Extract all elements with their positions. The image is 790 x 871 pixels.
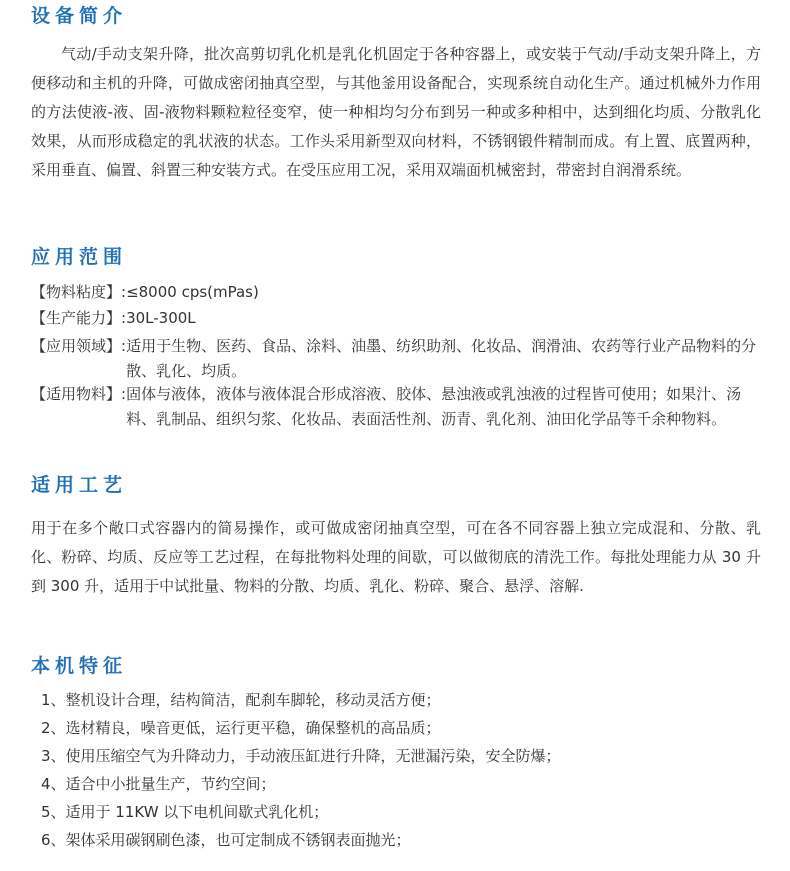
intro-paragraph: 气动/手动支架升降，批次高剪切乳化机是乳化机固定于各种容器上，或安装于气动/手动支架升降上，方便移动和主机的升降，可做成密闭抽真空型，与其他釜用设备配合，实现系统自动化生产。通过机械外力作用的方法使液-液、固-液物料颗粒粒径变窄，使一种相均匀分布到另一种或多种相中，达到细化均质、分散乳化效果，从而形成稳定的乳状液的状态。工作头采用新型双向材料，不锈钢锻件精制而成。有上置、底置两种，采用垂直、偏置、斜置三种安装方式。在受压应用工况，采用双端面机械密封，带密封自润滑系统。	[31, 45, 761, 179]
features-heading: 本机特征	[31, 655, 128, 677]
feature-item: 5、适用于 11KW 以下电机间歇式乳化机；	[41, 803, 329, 821]
feature-item: 2、选材精良，噪音更低，运行更平稳，确保整机的高品质；	[41, 719, 441, 737]
spec-row-capacity	[31, 306, 766, 331]
spec-value: 固体与液体，液体与液体混合形成溶液、胶体、悬浊液或乳浊液的过程皆可使用；如果汁、汤料、乳制品、组织匀浆、化妆品、表面活性剂、沥青、乳化剂、油田化学品等千余种物料。	[126, 385, 742, 428]
spec-value: 30L-300L	[126, 309, 196, 327]
spec-row-materials	[31, 382, 766, 432]
feature-item: 3、使用压缩空气为升降动力，手动液压缸进行升降，无泄漏污染，安全防爆；	[41, 747, 561, 765]
spec-value: ≤8000 cps(mPas)	[126, 283, 259, 301]
scope-heading: 应用范围	[31, 246, 128, 268]
spec-key: 【生产能力】:	[31, 309, 127, 327]
feature-item: 6、架体采用碳钢刷色漆，也可定制成不锈钢表面抛光；	[41, 831, 411, 849]
spec-key: 【应用领域】:	[31, 337, 127, 355]
spec-row-fields	[31, 334, 766, 384]
feature-item: 1、整机设计合理，结构简洁，配刹车脚轮，移动灵活方便；	[41, 691, 441, 709]
spec-key: 【物料粘度】:	[31, 283, 127, 301]
spec-row-viscosity	[31, 280, 766, 305]
process-heading: 适用工艺	[31, 474, 128, 496]
process-paragraph: 用于在多个敞口式容器内的简易操作，或可做成密闭抽真空型，可在各不同容器上独立完成混和、分散、乳化、粉碎、均质、反应等工艺过程，在每批物料处理的间歇，可以做彻底的清洗工作。每批处理能力从 30 升到 300 升，适用于中试批量、物料的分散、均质、乳化、粉碎、聚合、悬浮、溶解.	[31, 519, 761, 595]
spec-value: 适用于生物、医药、食品、涂料、油墨、纺织助剂、化妆品、润滑油、农药等行业产品物料的分散、乳化、均质。	[126, 337, 757, 380]
feature-item: 4、适合中小批量生产，节约空间；	[41, 775, 276, 793]
intro-heading: 设备简介	[31, 5, 128, 27]
spec-key: 【适用物料】:	[31, 385, 127, 403]
